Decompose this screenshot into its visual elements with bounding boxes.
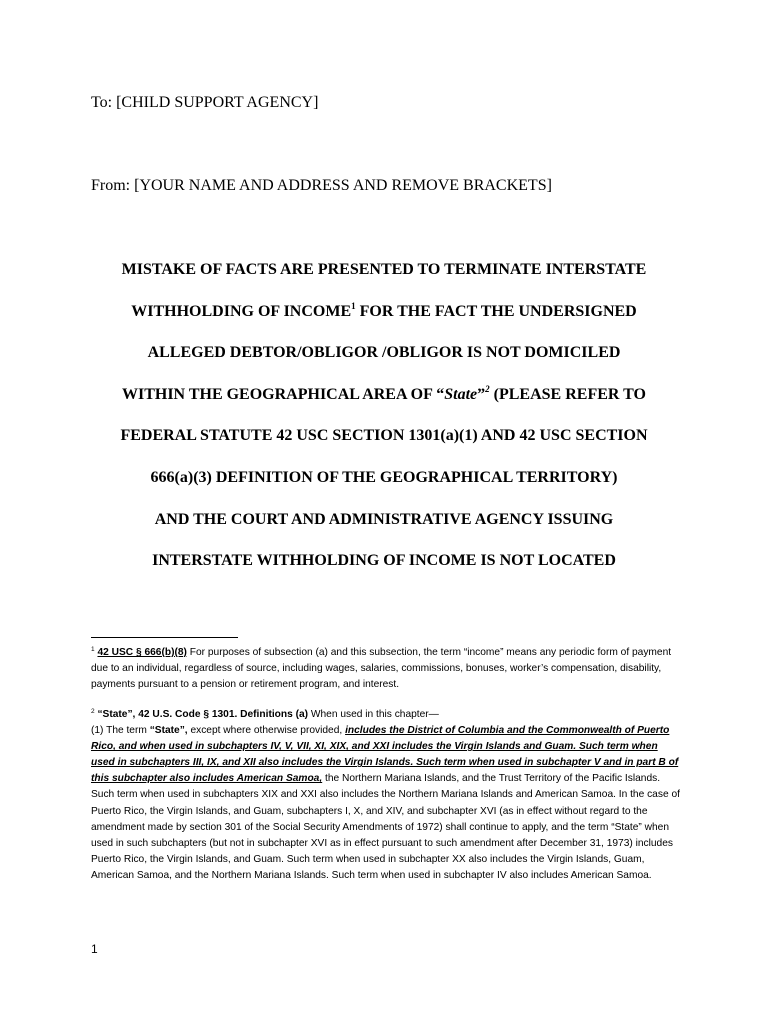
footnote-1-citation: 42 USC § 666(b)(8) (97, 647, 187, 658)
document-heading (80, 252, 688, 585)
footnote-1-number: 1 (91, 646, 95, 653)
footnote-2-emphasis: includes the District of Columbia and the Commonwealth of Puerto Rico, and when used in subchapters IV, V, VII, XI, XIX, and XXI includes the Virgin Islands and Guam. Such term when used in subchapters III, IX, and XII also includes the Virgin Islands. Such term when used in subchapter V and in part B of this subchapter also includes American Samoa, (91, 725, 679, 785)
footnote-2-text-1: (1) The term (91, 725, 150, 737)
footnote-1-text: For purposes of subsection (a) and this subsection, the term “income” means any periodic form of payment due to an individual, regardless of source, including wages, salaries, commissions, bonuses, worker’s compensation, disability, payments pursuant to a pension or retirement program, and interest. (91, 647, 672, 691)
sender-line: From: [YOUR NAME AND ADDRESS AND REMOVE BRACKETS] (91, 177, 552, 194)
footnote-2-number: 2 (91, 708, 95, 715)
heading-line-3: ALLEGED DEBTOR/OBLIGOR /OBLIGOR IS NOT DOMICILED (147, 344, 621, 362)
heading-line-8: INTERSTATE WITHHOLDING OF INCOME IS NOT LOCATED (152, 552, 616, 570)
heading-state-quote: ” (477, 385, 486, 403)
heading-line-7: AND THE COURT AND ADMINISTRATIVE AGENCY ISSUING (154, 510, 614, 528)
heading-line-1: MISTAKE OF FACTS ARE PRESENTED TO TERMINATE INTERSTATE (121, 261, 647, 278)
heading-line-2 (80, 294, 688, 336)
footnote-ref-1[interactable]: 1 (351, 300, 356, 311)
footnote-1 (91, 645, 681, 693)
heading-line-2-start: WITHHOLDING OF INCOME (131, 302, 352, 320)
heading-line-6: 666(a)(3) DEFINITION OF THE GEOGRAPHICAL TERRITORY) (150, 468, 618, 486)
footnote-2-text-2: except where otherwise provided, (187, 725, 346, 737)
footnote-ref-2[interactable]: 2 (485, 383, 490, 394)
heading-line-2-end: FOR THE FACT THE UNDERSIGNED (355, 302, 637, 320)
page-number: 1 (91, 942, 98, 956)
footnote-2-citation: “State”, 42 U.S. Code § 1301. Definitions (a) (94, 709, 309, 720)
footnote-2-state-term: “State”, (149, 725, 188, 737)
heading-state-term: State (444, 385, 478, 403)
heading-line-5: FEDERAL STATUTE 42 USC SECTION 1301(a)(1) AND 42 USC SECTION (120, 427, 648, 445)
footnote-separator (91, 637, 238, 638)
heading-line-4 (80, 377, 688, 419)
footnote-2-intro: When used in this chapter— (308, 709, 439, 720)
footnote-2-text-3: the Northern Mariana Islands, and the Trust Territory of the Pacific Islands. Such term when used in subchapters XIX and XXI also includes the Northern Mariana Islands and American Samoa. In the case of Puerto Rico, the Virgin Islands, and Guam, subchapters I, X, and XIV, and subchapter XVI (as in effect without regard to the amendment made by section 301 of the Social Security Amendments of 1972) shall continue to apply, and the term “State” when used in such subchapters (but not in subchapter XVI as in effect pursuant to such amendment after December 31, 1973) includes Puerto Rico, the Virgin Islands, and Guam. Such term when used in subchapter XX also includes the Virgin Islands, Guam, American Samoa, and the Northern Mariana Islands. Such term when used in subchapter IV also includes American Samoa. (91, 773, 680, 881)
recipient-line: To: [CHILD SUPPORT AGENCY] (91, 94, 319, 111)
heading-line-4-start: WITHIN THE GEOGRAPHICAL AREA OF “ (121, 385, 445, 403)
footnote-2 (91, 707, 681, 884)
heading-line-4-end: (PLEASE REFER TO (489, 385, 646, 403)
